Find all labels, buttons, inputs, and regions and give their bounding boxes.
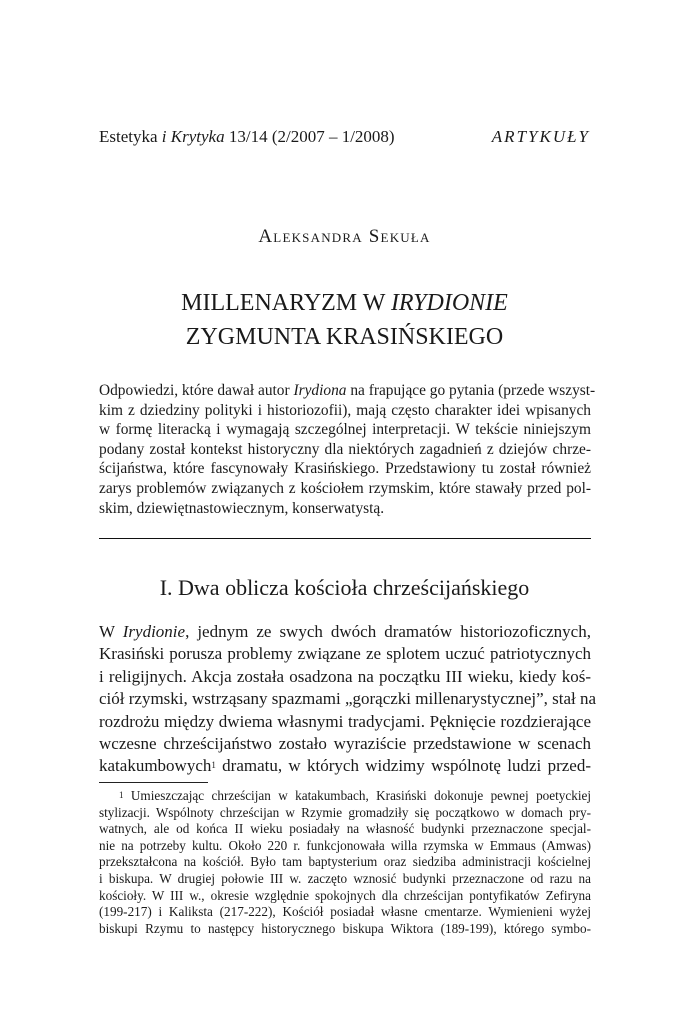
body-text: rozdrożu między dwiema własnymi tradycjami. Pęknięcie rozdzierające	[99, 711, 591, 731]
section-heading: I. Dwa oblicza kościoła chrześcijańskiego	[159, 575, 530, 600]
footnote-line	[99, 871, 591, 888]
body-line	[99, 621, 591, 643]
body-paragraph	[99, 621, 597, 778]
title-line-2: ZYGMUNTA KRASIŃSKIEGO	[185, 324, 504, 350]
body-text: dramatu, w których widzimy wspólnotę ludzi przed-	[215, 756, 591, 776]
abstract	[99, 381, 596, 518]
body-text: wczesne chrześcijaństwo zostało wyraziście przedstawione w scenach	[99, 734, 591, 754]
footnote-text: biskupi Rzymu to następcy historycznego biskupa Wiktora (189-199), którego symbo-	[99, 920, 591, 936]
footnote-text: watnych, ale od końca II wieku posiadały na własność budynki przeznaczone specjal-	[99, 821, 591, 837]
body-text: , jednym ze swych dwóch dramatów historiozoficznych,	[185, 622, 591, 641]
footnote-line	[99, 854, 591, 871]
footnote-text: i biskupa. W drugiej połowie III w. zaczęto wznosić budynki przeznaczone od razu na	[99, 870, 591, 886]
title-line-1	[0, 286, 689, 320]
abstract-text: kim z dziedziny polityki i historiozofii), mają często charakter idei wpisanych	[99, 401, 591, 419]
footnote-text: przekształcona na kościół. Było tam baptysterium oraz siedziba administracji kościelnej	[99, 854, 591, 870]
body-line	[99, 643, 591, 665]
footnote-line	[99, 904, 591, 921]
journal-citation	[99, 127, 395, 147]
abstract-text: podany został kontekst historyczny dla niektórych zagadnień z dziejów chrze-	[99, 440, 591, 458]
footnote-text: Umieszczając chrześcijan w katakumbach, Krasiński dokonuje pewnej poetyckiej	[130, 788, 592, 803]
journal-issue: 13/14 (2/2007 – 1/2008)	[224, 127, 395, 146]
footnote-text: stylizacji. Wspólnoty chrześcijan w Rzymie gromadziły się początkowo w domach pry-	[99, 804, 591, 820]
abstract-text: na frapujące go pytania (przede wszyst-	[346, 382, 596, 399]
author-name: Aleksandra Sekuła	[258, 226, 431, 247]
section-divider	[99, 538, 591, 539]
running-header	[99, 127, 590, 147]
body-line	[99, 711, 591, 733]
article-title	[0, 286, 689, 354]
journal-name-italic: i Krytyka	[161, 127, 225, 146]
footnote-line	[99, 888, 591, 905]
abstract-italic: Irydiona	[293, 382, 347, 399]
footnote-line	[99, 821, 591, 838]
abstract-line	[99, 381, 596, 401]
body-text: ciół rzymski, wstrząsany spazmami „gorączki millenarystycznej”, stał na	[99, 689, 597, 709]
footnote-text: nie na potrzeby kultu. Około 220 r. funkcjonowała willa rzymska w Emmaus (Amwas)	[99, 837, 591, 853]
body-text: W	[99, 622, 123, 641]
abstract-line	[99, 420, 591, 440]
footnote-rule	[99, 782, 208, 783]
section-label: ARTYKUŁY	[491, 127, 590, 146]
abstract-line	[99, 499, 591, 519]
title-italic: IRYDIONIE	[390, 290, 508, 316]
body-line	[99, 688, 597, 710]
title-text: MILLENARYZM W	[181, 290, 391, 316]
body-line	[99, 755, 591, 777]
footnote-marker[interactable]: 1	[211, 760, 216, 771]
body-text: Krasiński porusza problemy związane ze splotem uczuć patriotycznych	[99, 644, 591, 664]
body-line	[99, 733, 591, 755]
footnote-number: 1	[119, 790, 124, 800]
footnote-text: kościoły. W III w., okresie względnie spokojnych dla chrześcijan pontyfikatów Zefiryna	[99, 887, 591, 903]
footnote-line	[99, 805, 591, 822]
abstract-text: zarys problemów związanych z kościołem rzymskim, które stawały przed pol-	[99, 479, 591, 497]
journal-name: Estetyka	[99, 127, 162, 146]
footnote	[99, 788, 591, 937]
abstract-line	[99, 440, 591, 460]
abstract-text: w formę literacką i wymagają szczególnej interpretacji. W tekście niniejszym	[99, 421, 591, 439]
abstract-line	[99, 459, 591, 479]
footnote-line	[99, 921, 591, 938]
abstract-line	[99, 479, 591, 499]
body-italic: Irydionie	[122, 622, 186, 641]
body-text: i religijnych. Akcja została osadzona na początku III wieku, kiedy koś-	[99, 666, 591, 686]
body-text: katakumbowych	[99, 756, 212, 776]
abstract-text: ścijaństwa, które fascynowały Krasińskiego. Przedstawiony tu został również	[99, 460, 591, 478]
footnote-line	[99, 788, 591, 805]
body-line	[99, 666, 591, 688]
abstract-text: skim, dziewiętnastowiecznym, konserwatystą.	[99, 499, 385, 517]
footnote-text: (199-217) i Kaliksta (217-222), Kościół posiadał własne cmentarze. Wymienieni wyżej	[99, 904, 591, 920]
abstract-line	[99, 401, 591, 421]
abstract-text: Odpowiedzi, które dawał autor	[99, 382, 294, 399]
footnote-line	[99, 838, 591, 855]
